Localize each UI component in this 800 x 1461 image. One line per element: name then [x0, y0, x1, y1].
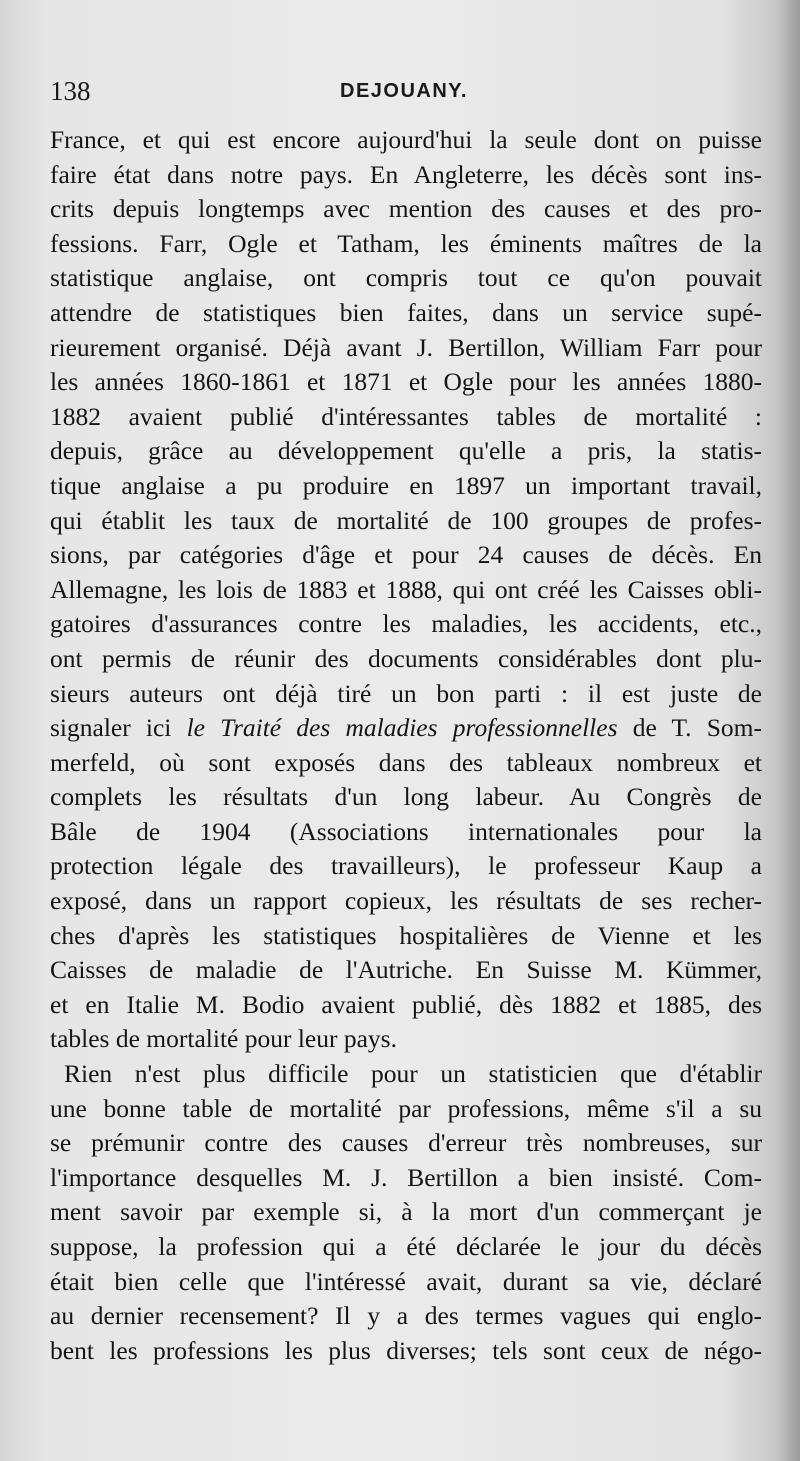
text-line: attendre de statistiques bien faites, dans un service supé-: [50, 297, 762, 327]
page-header: [50, 76, 756, 110]
text-fragment: de T. Som-: [617, 713, 762, 743]
paragraph-start-line: Rien n'est plus difficile pour un statisticien que d'établir: [64, 1059, 762, 1089]
text-line: l'importance desquelles M. J. Bertillon a bien insisté. Com-: [50, 1162, 762, 1192]
text-line: Bâle de 1904 (Associations internationales pour la: [50, 816, 762, 846]
text-line: complets les résultats d'un long labeur. Au Congrès de: [50, 782, 762, 812]
body-text: [50, 123, 762, 1368]
text-line: sions, par catégories d'âge et pour 24 causes de décès. En: [50, 540, 762, 570]
text-line: depuis, grâce au développement qu'elle a pris, la statis-: [50, 436, 762, 466]
text-line: bent les professions les plus diverses; tels sont ceux de négo-: [50, 1335, 762, 1365]
text-line: ment savoir par exemple si, à la mort d'un commerçant je: [50, 1197, 762, 1227]
text-line-with-title: [50, 711, 762, 746]
page-number: 138: [50, 76, 91, 106]
text-line: sieurs auteurs ont déjà tiré un bon parti : il est juste de: [50, 678, 762, 708]
paragraph-end-line: tables de mortalité pour leur pays.: [50, 1024, 397, 1054]
text-line: qui établit les taux de mortalité de 100 groupes de profes-: [50, 505, 762, 535]
text-line: Allemagne, les lois de 1883 et 1888, qui ont créé les Caisses obli-: [50, 574, 762, 604]
text-line: rieurement organisé. Déjà avant J. Bertillon, William Farr pour: [50, 332, 762, 362]
text-line: les années 1860-1861 et 1871 et Ogle pour les années 1880-: [50, 367, 762, 397]
text-line: au dernier recensement? Il y a des termes vagues qui englo-: [50, 1301, 762, 1331]
text-line: statistique anglaise, ont compris tout ce qu'on pouvait: [50, 263, 762, 293]
text-line: crits depuis longtemps avec mention des causes et des pro-: [50, 194, 762, 224]
running-head: DEJOUANY.: [340, 80, 468, 102]
text-line: fessions. Farr, Ogle et Tatham, les éminents maîtres de la: [50, 228, 762, 258]
text-line: exposé, dans un rapport copieux, les résultats de ses recher-: [50, 886, 762, 916]
book-title-italic: le Traité des maladies professionnelles: [186, 713, 618, 743]
text-fragment: signaler ici: [50, 713, 187, 743]
text-line: une bonne table de mortalité par professions, même s'il a su: [50, 1093, 762, 1123]
text-line: faire état dans notre pays. En Angleterre, les décès sont ins-: [50, 159, 762, 189]
text-line: 1882 avaient publié d'intéressantes tables de mortalité :: [50, 401, 762, 431]
text-line: suppose, la profession qui a été déclarée le jour du décès: [50, 1232, 762, 1261]
text-line: France, et qui est encore aujourd'hui la seule dont on puisse: [50, 125, 762, 154]
text-line: et en Italie M. Bodio avaient publié, dès 1882 et 1885, des: [50, 989, 762, 1019]
text-line: merfeld, où sont exposés dans des tableaux nombreux et: [50, 747, 762, 777]
text-line: Caisses de maladie de l'Autriche. En Suisse M. Kümmer,: [50, 955, 762, 985]
text-line: tique anglaise a pu produire en 1897 un important travail,: [50, 470, 762, 500]
text-line: ches d'après les statistiques hospitalières de Vienne et les: [50, 920, 762, 950]
text-line: était bien celle que l'intéressé avait, durant sa vie, déclaré: [50, 1266, 762, 1296]
text-line: se prémunir contre des causes d'erreur très nombreuses, sur: [50, 1128, 762, 1158]
text-line: protection légale des travailleurs), le professeur Kaup a: [50, 851, 762, 881]
text-line: ont permis de réunir des documents considérables dont plu-: [50, 643, 762, 673]
text-line: gatoires d'assurances contre les maladies, les accidents, etc.,: [50, 609, 762, 639]
